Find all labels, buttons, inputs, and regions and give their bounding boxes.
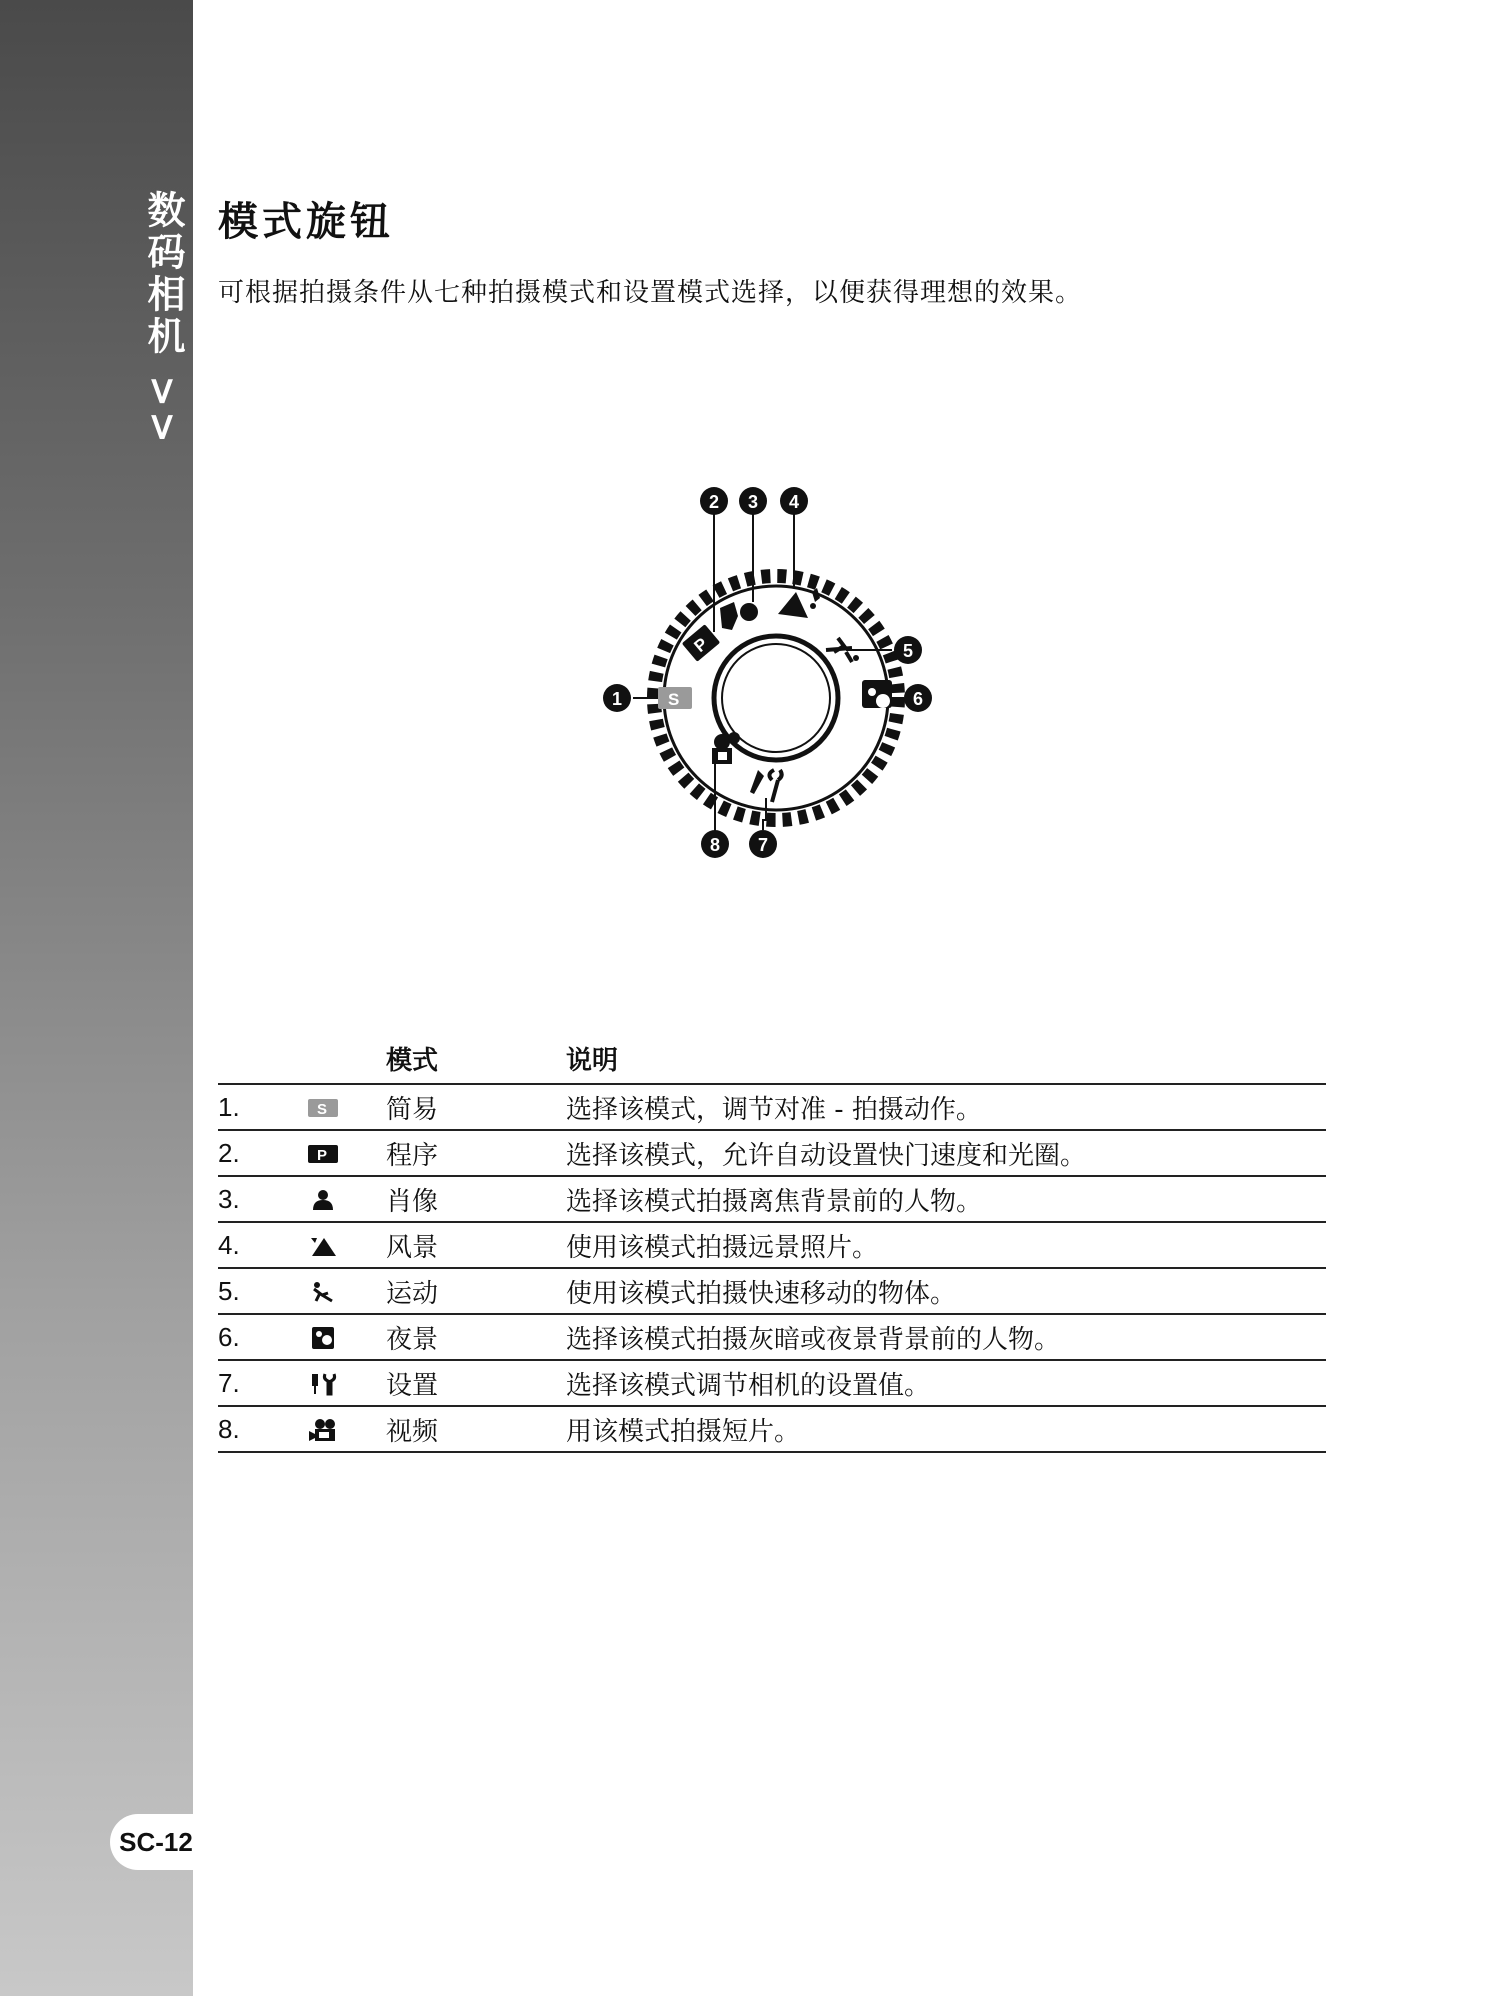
mode-dial xyxy=(603,487,932,858)
table-row xyxy=(218,1360,1326,1406)
video-mode-icon xyxy=(306,1418,340,1442)
row-mode: 设置 xyxy=(386,1360,566,1406)
table-row xyxy=(218,1222,1326,1268)
callout-8-label: 8 xyxy=(710,835,721,855)
row-mode: 肖像 xyxy=(386,1176,566,1222)
table-row xyxy=(218,1176,1326,1222)
table-row xyxy=(218,1314,1326,1360)
row-mode: 运动 xyxy=(386,1268,566,1314)
table-row xyxy=(218,1406,1326,1452)
sports-mode-icon xyxy=(306,1280,340,1304)
setup-mode-icon xyxy=(306,1372,340,1396)
callout-3 xyxy=(739,487,767,515)
row-number: 3. xyxy=(218,1176,306,1222)
row-mode: 风景 xyxy=(386,1222,566,1268)
callout-1-label: 1 xyxy=(612,689,623,709)
dial-easy-icon xyxy=(658,687,692,709)
row-description: 用该模式拍摄短片。 xyxy=(566,1406,1326,1452)
landscape-mode-icon xyxy=(306,1234,340,1258)
dial-program-glyph: P xyxy=(690,634,712,656)
night-mode-icon xyxy=(306,1326,340,1350)
table-row xyxy=(218,1130,1326,1176)
mode-dial-figure xyxy=(520,480,1000,910)
row-mode: 视频 xyxy=(386,1406,566,1452)
section-title: 数码相机 >> xyxy=(141,190,185,447)
row-number: 2. xyxy=(218,1130,306,1176)
header-number xyxy=(218,1032,306,1084)
row-description: 选择该模式拍摄灰暗或夜景背景前的人物。 xyxy=(566,1314,1326,1360)
row-description: 选择该模式拍摄离焦背景前的人物。 xyxy=(566,1176,1326,1222)
row-description: 选择该模式，调节对准 - 拍摄动作。 xyxy=(566,1084,1326,1130)
row-description: 选择该模式调节相机的设置值。 xyxy=(566,1360,1326,1406)
header-mode: 模式 xyxy=(386,1032,566,1084)
callout-7-label: 7 xyxy=(758,835,769,855)
table-row xyxy=(218,1084,1326,1130)
mode-table xyxy=(218,1032,1326,1453)
callout-4 xyxy=(780,487,808,515)
row-description: 使用该模式拍摄快速移动的物体。 xyxy=(566,1268,1326,1314)
row-mode: 简易 xyxy=(386,1084,566,1130)
row-description: 使用该模式拍摄远景照片。 xyxy=(566,1222,1326,1268)
table-header-row xyxy=(218,1032,1326,1084)
callout-5 xyxy=(894,636,922,664)
table-row xyxy=(218,1268,1326,1314)
page-number: SC-12 xyxy=(110,1814,202,1870)
program-mode-icon xyxy=(306,1142,340,1166)
header-description: 说明 xyxy=(566,1032,1326,1084)
callout-4-label: 4 xyxy=(789,492,800,512)
row-description: 选择该模式，允许自动设置快门速度和光圈。 xyxy=(566,1130,1326,1176)
page-title: 模式旋钮 xyxy=(218,199,394,245)
row-number: 6. xyxy=(218,1314,306,1360)
callout-5-label: 5 xyxy=(903,641,914,661)
row-mode: 程序 xyxy=(386,1130,566,1176)
svg-text:S: S xyxy=(317,1100,328,1118)
callout-6 xyxy=(904,684,932,712)
row-number: 7. xyxy=(218,1360,306,1406)
sidebar xyxy=(0,0,193,1996)
row-number: 8. xyxy=(218,1406,306,1452)
callout-6-label: 6 xyxy=(913,689,924,709)
row-mode: 夜景 xyxy=(386,1314,566,1360)
intro-text: 可根据拍摄条件从七种拍摄模式和设置模式选择，以便获得理想的效果。 xyxy=(218,278,1083,308)
dial-night-icon xyxy=(862,680,892,708)
header-icon xyxy=(306,1032,386,1084)
svg-text:P: P xyxy=(317,1146,328,1164)
callout-2 xyxy=(700,487,728,515)
row-number: 1. xyxy=(218,1084,306,1130)
row-number: 4. xyxy=(218,1222,306,1268)
row-number: 5. xyxy=(218,1268,306,1314)
callout-1 xyxy=(603,684,631,712)
portrait-mode-icon xyxy=(306,1188,340,1212)
callout-7 xyxy=(749,830,777,858)
callout-8 xyxy=(701,830,729,858)
callout-3-label: 3 xyxy=(748,492,759,512)
dial-easy-glyph: S xyxy=(668,690,680,709)
easy-mode-icon xyxy=(306,1096,340,1120)
callout-2-label: 2 xyxy=(709,492,720,512)
